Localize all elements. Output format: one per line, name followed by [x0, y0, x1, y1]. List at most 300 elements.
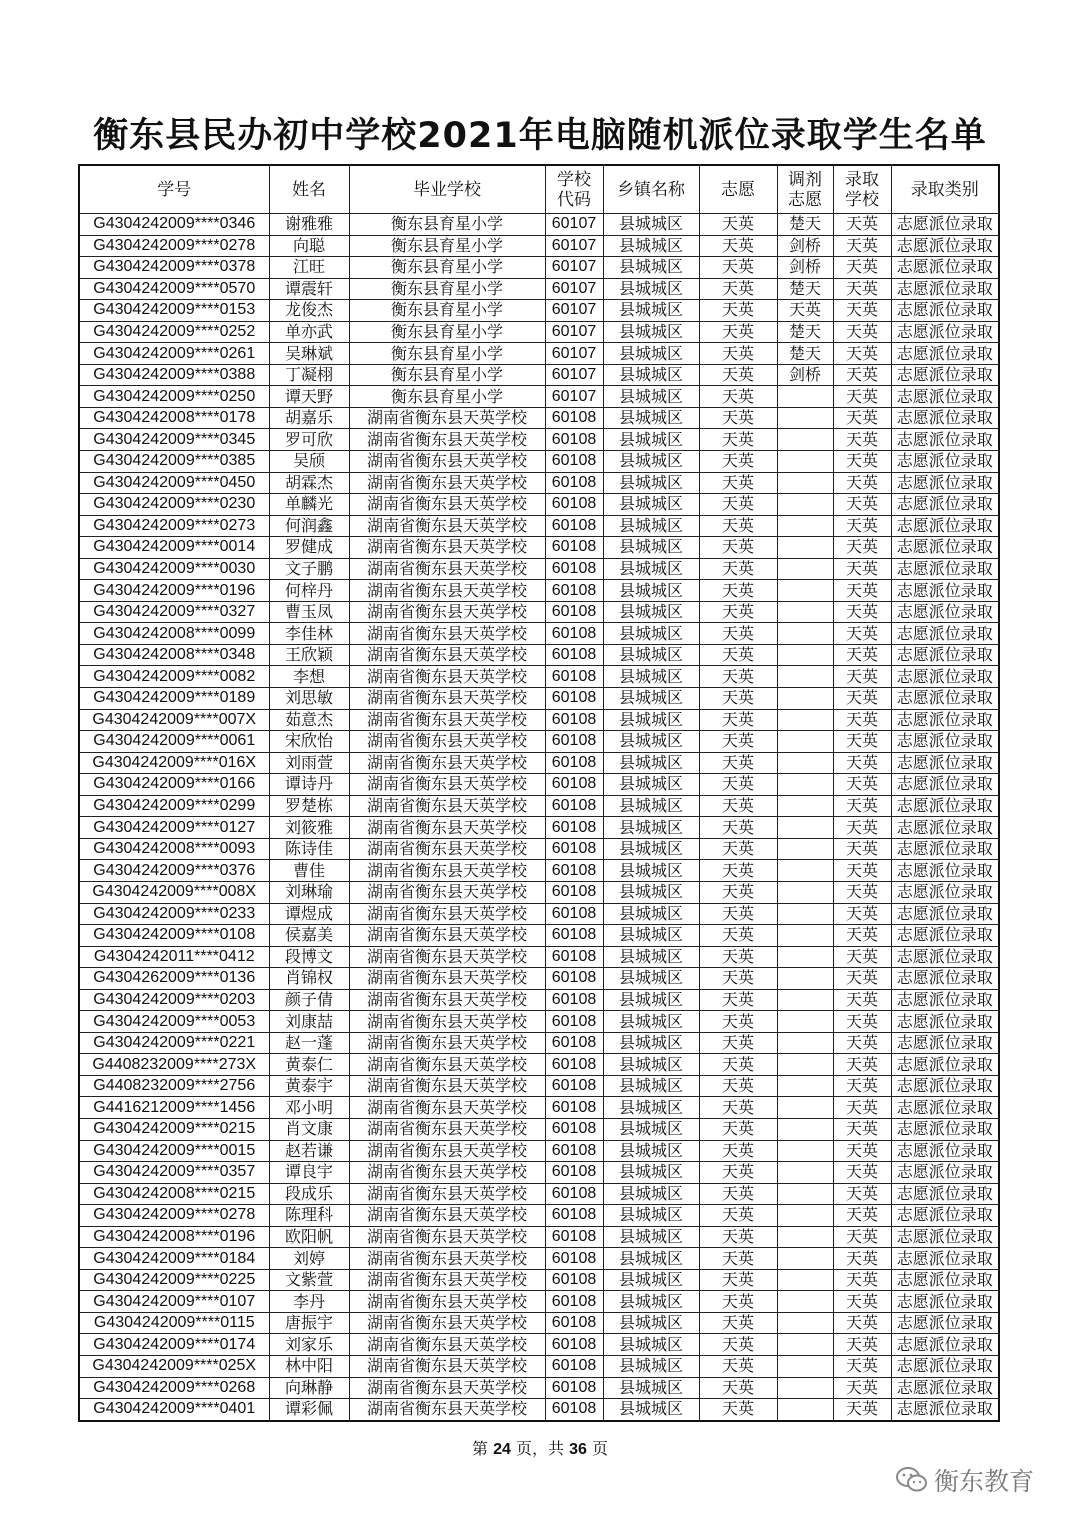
page-footer [0, 1436, 1080, 1459]
cell-school-code: 60108 [545, 946, 603, 968]
cell-township: 县城城区 [603, 752, 699, 774]
cell-admitted-school: 天英 [833, 817, 891, 839]
cell-township: 县城城区 [603, 774, 699, 796]
cell-name: 陈诗佳 [269, 838, 349, 860]
cell-preference: 天英 [699, 1054, 777, 1076]
cell-preference: 天英 [699, 968, 777, 990]
cell-student-id: G4304242009****0107 [79, 1291, 269, 1313]
cell-township: 县城城区 [603, 257, 699, 279]
cell-adjusted-preference [777, 429, 833, 451]
cell-preference: 天英 [699, 386, 777, 408]
cell-name: 罗健成 [269, 537, 349, 559]
cell-student-id: G4304242008****0348 [79, 644, 269, 666]
cell-name: 文紫萱 [269, 1269, 349, 1291]
cell-adjusted-preference [777, 903, 833, 925]
cell-graduated-school: 湖南省衡东县天英学校 [349, 881, 545, 903]
cell-school-code: 60108 [545, 709, 603, 731]
cell-admission-type: 志愿派位录取 [891, 300, 999, 322]
cell-preference: 天英 [699, 623, 777, 645]
cell-admission-type: 志愿派位录取 [891, 515, 999, 537]
cell-student-id: G4304242009****0450 [79, 472, 269, 494]
cell-student-id: G4304242009****0385 [79, 451, 269, 473]
cell-graduated-school: 湖南省衡东县天英学校 [349, 1140, 545, 1162]
cell-adjusted-preference [777, 881, 833, 903]
cell-graduated-school: 湖南省衡东县天英学校 [349, 1097, 545, 1119]
cell-township: 县城城区 [603, 1054, 699, 1076]
cell-school-code: 60108 [545, 731, 603, 753]
cell-name: 曹佳 [269, 860, 349, 882]
cell-graduated-school: 湖南省衡东县天英学校 [349, 946, 545, 968]
cell-admitted-school: 天英 [833, 343, 891, 365]
cell-admitted-school: 天英 [833, 1054, 891, 1076]
cell-admission-type: 志愿派位录取 [891, 1377, 999, 1399]
cell-adjusted-preference: 剑桥 [777, 364, 833, 386]
column-header-student-id: 学号 [79, 165, 269, 214]
cell-school-code: 60108 [545, 968, 603, 990]
cell-graduated-school: 湖南省衡东县天英学校 [349, 1054, 545, 1076]
cell-adjusted-preference [777, 1162, 833, 1184]
cell-preference: 天英 [699, 1205, 777, 1227]
cell-township: 县城城区 [603, 1162, 699, 1184]
cell-adjusted-preference [777, 925, 833, 947]
cell-township: 县城城区 [603, 1355, 699, 1377]
cell-admission-type: 志愿派位录取 [891, 278, 999, 300]
cell-admitted-school: 天英 [833, 515, 891, 537]
table-row [79, 881, 999, 903]
table-row [79, 731, 999, 753]
cell-student-id: G4408232009****273X [79, 1054, 269, 1076]
cell-name: 赵一蓬 [269, 1032, 349, 1054]
cell-preference: 天英 [699, 774, 777, 796]
cell-adjusted-preference [777, 838, 833, 860]
cell-preference: 天英 [699, 1118, 777, 1140]
cell-admitted-school: 天英 [833, 1226, 891, 1248]
cell-name: 肖锦权 [269, 968, 349, 990]
table-row [79, 429, 999, 451]
cell-adjusted-preference [777, 860, 833, 882]
table-body [79, 214, 999, 1421]
cell-preference: 天英 [699, 1162, 777, 1184]
cell-name: 丁凝栩 [269, 364, 349, 386]
cell-student-id: G4304242009****0108 [79, 925, 269, 947]
watermark [896, 1462, 1034, 1498]
cell-graduated-school: 湖南省衡东县天英学校 [349, 860, 545, 882]
cell-admission-type: 志愿派位录取 [891, 946, 999, 968]
cell-preference: 天英 [699, 1377, 777, 1399]
table-row [79, 1011, 999, 1033]
cell-student-id: G4408232009****2756 [79, 1075, 269, 1097]
table-row [79, 364, 999, 386]
cell-township: 县城城区 [603, 278, 699, 300]
cell-admission-type: 志愿派位录取 [891, 666, 999, 688]
cell-preference: 天英 [699, 903, 777, 925]
table-row [79, 1377, 999, 1399]
cell-township: 县城城区 [603, 235, 699, 257]
column-header-township: 乡镇名称 [603, 165, 699, 214]
cell-student-id: G4304242009****0127 [79, 817, 269, 839]
cell-township: 县城城区 [603, 515, 699, 537]
cell-name: 刘婷 [269, 1248, 349, 1270]
cell-student-id: G4304242009****0184 [79, 1248, 269, 1270]
cell-township: 县城城区 [603, 860, 699, 882]
table-row [79, 407, 999, 429]
cell-name: 邓小明 [269, 1097, 349, 1119]
cell-preference: 天英 [699, 1140, 777, 1162]
cell-township: 县城城区 [603, 1205, 699, 1227]
cell-admission-type: 志愿派位录取 [891, 558, 999, 580]
cell-student-id: G4304242009****0015 [79, 1140, 269, 1162]
cell-school-code: 60108 [545, 1226, 603, 1248]
cell-school-code: 60108 [545, 795, 603, 817]
table-row [79, 1054, 999, 1076]
cell-admission-type: 志愿派位录取 [891, 774, 999, 796]
cell-student-id: G4304242009****016X [79, 752, 269, 774]
cell-admitted-school: 天英 [833, 1162, 891, 1184]
cell-student-id: G4304242008****0196 [79, 1226, 269, 1248]
cell-preference: 天英 [699, 1011, 777, 1033]
cell-graduated-school: 湖南省衡东县天英学校 [349, 925, 545, 947]
cell-township: 县城城区 [603, 1248, 699, 1270]
cell-school-code: 60108 [545, 817, 603, 839]
cell-name: 谢雅雅 [269, 214, 349, 236]
cell-admitted-school: 天英 [833, 1032, 891, 1054]
cell-student-id: G4304242009****0327 [79, 601, 269, 623]
cell-adjusted-preference [777, 1075, 833, 1097]
cell-township: 县城城区 [603, 1011, 699, 1033]
cell-graduated-school: 湖南省衡东县天英学校 [349, 515, 545, 537]
cell-preference: 天英 [699, 1097, 777, 1119]
cell-township: 县城城区 [603, 817, 699, 839]
cell-adjusted-preference [777, 558, 833, 580]
cell-school-code: 60108 [545, 1312, 603, 1334]
cell-township: 县城城区 [603, 925, 699, 947]
cell-student-id: G4304242009****0196 [79, 580, 269, 602]
cell-admitted-school: 天英 [833, 1011, 891, 1033]
cell-township: 县城城区 [603, 903, 699, 925]
cell-preference: 天英 [699, 558, 777, 580]
cell-graduated-school: 湖南省衡东县天英学校 [349, 838, 545, 860]
cell-graduated-school: 湖南省衡东县天英学校 [349, 451, 545, 473]
cell-preference: 天英 [699, 580, 777, 602]
table-row [79, 1118, 999, 1140]
cell-preference: 天英 [699, 1075, 777, 1097]
table-row [79, 1312, 999, 1334]
cell-admitted-school: 天英 [833, 407, 891, 429]
cell-adjusted-preference [777, 1011, 833, 1033]
cell-student-id: G4304242009****0278 [79, 235, 269, 257]
cell-graduated-school: 湖南省衡东县天英学校 [349, 817, 545, 839]
cell-adjusted-preference [777, 1032, 833, 1054]
cell-admitted-school: 天英 [833, 1248, 891, 1270]
cell-preference: 天英 [699, 537, 777, 559]
cell-adjusted-preference [777, 1118, 833, 1140]
cell-preference: 天英 [699, 364, 777, 386]
table-row [79, 472, 999, 494]
cell-township: 县城城区 [603, 688, 699, 710]
cell-student-id: G4304242009****0115 [79, 1312, 269, 1334]
cell-graduated-school: 湖南省衡东县天英学校 [349, 795, 545, 817]
table-row [79, 946, 999, 968]
cell-student-id: G4304242009****0061 [79, 731, 269, 753]
cell-admission-type: 志愿派位录取 [891, 709, 999, 731]
cell-school-code: 60107 [545, 257, 603, 279]
cell-township: 县城城区 [603, 451, 699, 473]
cell-student-id: G4304242009****0030 [79, 558, 269, 580]
cell-admitted-school: 天英 [833, 1140, 891, 1162]
document-title: 衡东县民办初中学校2021年电脑随机派位录取学生名单 [93, 116, 987, 156]
column-header-name: 姓名 [269, 165, 349, 214]
column-header-graduated-school: 毕业学校 [349, 165, 545, 214]
cell-graduated-school: 湖南省衡东县天英学校 [349, 774, 545, 796]
column-header-admitted-school: 录取学校 [833, 165, 891, 214]
cell-township: 县城城区 [603, 623, 699, 645]
table-row [79, 903, 999, 925]
cell-adjusted-preference [777, 451, 833, 473]
cell-name: 何梓丹 [269, 580, 349, 602]
cell-adjusted-preference [777, 601, 833, 623]
cell-township: 县城城区 [603, 838, 699, 860]
cell-name: 龙俊杰 [269, 300, 349, 322]
cell-admission-type: 志愿派位录取 [891, 1248, 999, 1270]
total-page-count: 36 [569, 1441, 587, 1458]
cell-township: 县城城区 [603, 1118, 699, 1140]
cell-name: 欧阳帆 [269, 1226, 349, 1248]
cell-admitted-school: 天英 [833, 795, 891, 817]
cell-township: 县城城区 [603, 494, 699, 516]
cell-township: 县城城区 [603, 1183, 699, 1205]
cell-township: 县城城区 [603, 1399, 699, 1421]
cell-name: 刘筱雅 [269, 817, 349, 839]
cell-adjusted-preference [777, 1334, 833, 1356]
cell-name: 吴颀 [269, 451, 349, 473]
cell-adjusted-preference [777, 580, 833, 602]
cell-admission-type: 志愿派位录取 [891, 451, 999, 473]
cell-township: 县城城区 [603, 989, 699, 1011]
cell-admitted-school: 天英 [833, 1312, 891, 1334]
cell-student-id: G4304242009****0376 [79, 860, 269, 882]
cell-school-code: 60108 [545, 1248, 603, 1270]
cell-name: 陈理科 [269, 1205, 349, 1227]
cell-admission-type: 志愿派位录取 [891, 1312, 999, 1334]
cell-name: 茹意杰 [269, 709, 349, 731]
cell-name: 谭诗丹 [269, 774, 349, 796]
cell-admission-type: 志愿派位录取 [891, 1183, 999, 1205]
cell-admission-type: 志愿派位录取 [891, 580, 999, 602]
cell-preference: 天英 [699, 644, 777, 666]
column-header-school-code: 学校代码 [545, 165, 603, 214]
cell-adjusted-preference: 楚天 [777, 278, 833, 300]
cell-admitted-school: 天英 [833, 752, 891, 774]
cell-admission-type: 志愿派位录取 [891, 1291, 999, 1313]
cell-student-id: G4304242009****0401 [79, 1399, 269, 1421]
cell-student-id: G4304242009****0378 [79, 257, 269, 279]
cell-township: 县城城区 [603, 1291, 699, 1313]
cell-adjusted-preference [777, 688, 833, 710]
cell-preference: 天英 [699, 1032, 777, 1054]
cell-admitted-school: 天英 [833, 968, 891, 990]
cell-student-id: G4304242009****0388 [79, 364, 269, 386]
cell-admission-type: 志愿派位录取 [891, 494, 999, 516]
cell-school-code: 60108 [545, 407, 603, 429]
cell-preference: 天英 [699, 321, 777, 343]
table-row [79, 278, 999, 300]
cell-township: 县城城区 [603, 364, 699, 386]
cell-admitted-school: 天英 [833, 1291, 891, 1313]
table-row [79, 774, 999, 796]
cell-adjusted-preference [777, 623, 833, 645]
cell-admission-type: 志愿派位录取 [891, 817, 999, 839]
cell-preference: 天英 [699, 515, 777, 537]
cell-adjusted-preference [777, 666, 833, 688]
cell-name: 谭震轩 [269, 278, 349, 300]
cell-admission-type: 志愿派位录取 [891, 1118, 999, 1140]
cell-admission-type: 志愿派位录取 [891, 1399, 999, 1421]
cell-admitted-school: 天英 [833, 472, 891, 494]
cell-student-id: G4304242009****0252 [79, 321, 269, 343]
cell-township: 县城城区 [603, 407, 699, 429]
cell-graduated-school: 衡东县育星小学 [349, 214, 545, 236]
wechat-icon [896, 1466, 928, 1494]
cell-admitted-school: 天英 [833, 1355, 891, 1377]
cell-admission-type: 志愿派位录取 [891, 472, 999, 494]
cell-township: 县城城区 [603, 558, 699, 580]
table-row [79, 1226, 999, 1248]
cell-student-id: G4304242011****0412 [79, 946, 269, 968]
cell-admitted-school: 天英 [833, 903, 891, 925]
cell-graduated-school: 湖南省衡东县天英学校 [349, 709, 545, 731]
table-row [79, 321, 999, 343]
cell-admitted-school: 天英 [833, 451, 891, 473]
cell-township: 县城城区 [603, 537, 699, 559]
cell-graduated-school: 湖南省衡东县天英学校 [349, 429, 545, 451]
cell-adjusted-preference [777, 407, 833, 429]
table-row [79, 494, 999, 516]
cell-graduated-school: 湖南省衡东县天英学校 [349, 1011, 545, 1033]
cell-preference: 天英 [699, 752, 777, 774]
cell-school-code: 60108 [545, 1118, 603, 1140]
cell-graduated-school: 衡东县育星小学 [349, 300, 545, 322]
cell-preference: 天英 [699, 300, 777, 322]
current-page-number: 24 [493, 1441, 511, 1458]
cell-preference: 天英 [699, 1312, 777, 1334]
watermark-text: 衡东教育 [934, 1467, 1035, 1496]
cell-adjusted-preference [777, 1269, 833, 1291]
cell-admission-type: 志愿派位录取 [891, 343, 999, 365]
cell-preference: 天英 [699, 1183, 777, 1205]
table-row [79, 451, 999, 473]
cell-graduated-school: 湖南省衡东县天英学校 [349, 903, 545, 925]
cell-adjusted-preference [777, 644, 833, 666]
cell-admitted-school: 天英 [833, 623, 891, 645]
cell-township: 县城城区 [603, 968, 699, 990]
cell-admitted-school: 天英 [833, 235, 891, 257]
cell-student-id: G4304242009****0233 [79, 903, 269, 925]
cell-adjusted-preference: 剑桥 [777, 257, 833, 279]
cell-graduated-school: 湖南省衡东县天英学校 [349, 644, 545, 666]
cell-township: 县城城区 [603, 580, 699, 602]
cell-admission-type: 志愿派位录取 [891, 838, 999, 860]
cell-graduated-school: 湖南省衡东县天英学校 [349, 1075, 545, 1097]
cell-adjusted-preference [777, 494, 833, 516]
cell-school-code: 60108 [545, 644, 603, 666]
table-row [79, 515, 999, 537]
table-row [79, 1355, 999, 1377]
cell-adjusted-preference: 天英 [777, 300, 833, 322]
cell-adjusted-preference [777, 989, 833, 1011]
cell-name: 胡嘉乐 [269, 407, 349, 429]
cell-adjusted-preference [777, 752, 833, 774]
cell-school-code: 60107 [545, 386, 603, 408]
cell-admitted-school: 天英 [833, 1097, 891, 1119]
cell-name: 谭彩佩 [269, 1399, 349, 1421]
cell-admitted-school: 天英 [833, 214, 891, 236]
cell-admitted-school: 天英 [833, 1377, 891, 1399]
cell-adjusted-preference [777, 1226, 833, 1248]
cell-admission-type: 志愿派位录取 [891, 1054, 999, 1076]
cell-graduated-school: 衡东县育星小学 [349, 257, 545, 279]
cell-student-id: G4304242009****0357 [79, 1162, 269, 1184]
cell-township: 县城城区 [603, 343, 699, 365]
table-row [79, 1205, 999, 1227]
cell-admitted-school: 天英 [833, 666, 891, 688]
cell-township: 县城城区 [603, 795, 699, 817]
cell-preference: 天英 [699, 989, 777, 1011]
cell-school-code: 60108 [545, 1183, 603, 1205]
cell-preference: 天英 [699, 1355, 777, 1377]
column-header-preference: 志愿 [699, 165, 777, 214]
column-header-admission-type: 录取类别 [891, 165, 999, 214]
cell-admitted-school: 天英 [833, 257, 891, 279]
cell-student-id: G4304242009****0268 [79, 1377, 269, 1399]
cell-admission-type: 志愿派位录取 [891, 537, 999, 559]
cell-name: 刘思敏 [269, 688, 349, 710]
cell-admitted-school: 天英 [833, 1075, 891, 1097]
cell-school-code: 60108 [545, 1269, 603, 1291]
cell-preference: 天英 [699, 1269, 777, 1291]
cell-admitted-school: 天英 [833, 494, 891, 516]
cell-admitted-school: 天英 [833, 300, 891, 322]
cell-admitted-school: 天英 [833, 989, 891, 1011]
cell-adjusted-preference [777, 968, 833, 990]
cell-adjusted-preference: 楚天 [777, 214, 833, 236]
cell-school-code: 60108 [545, 515, 603, 537]
cell-name: 刘雨萱 [269, 752, 349, 774]
cell-graduated-school: 湖南省衡东县天英学校 [349, 752, 545, 774]
cell-preference: 天英 [699, 451, 777, 473]
cell-admission-type: 志愿派位录取 [891, 1011, 999, 1033]
cell-graduated-school: 湖南省衡东县天英学校 [349, 1377, 545, 1399]
cell-preference: 天英 [699, 666, 777, 688]
cell-school-code: 60107 [545, 364, 603, 386]
cell-graduated-school: 湖南省衡东县天英学校 [349, 989, 545, 1011]
cell-name: 王欣颖 [269, 644, 349, 666]
cell-adjusted-preference [777, 1183, 833, 1205]
cell-school-code: 60108 [545, 580, 603, 602]
cell-preference: 天英 [699, 1334, 777, 1356]
cell-preference: 天英 [699, 709, 777, 731]
cell-name: 李佳林 [269, 623, 349, 645]
cell-name: 唐振宇 [269, 1312, 349, 1334]
cell-township: 县城城区 [603, 666, 699, 688]
cell-township: 县城城区 [603, 1377, 699, 1399]
cell-name: 刘康喆 [269, 1011, 349, 1033]
cell-adjusted-preference [777, 386, 833, 408]
cell-student-id: G4304242009****007X [79, 709, 269, 731]
cell-admission-type: 志愿派位录取 [891, 1226, 999, 1248]
cell-name: 谭良宇 [269, 1162, 349, 1184]
table-row [79, 838, 999, 860]
cell-name: 吴琳斌 [269, 343, 349, 365]
